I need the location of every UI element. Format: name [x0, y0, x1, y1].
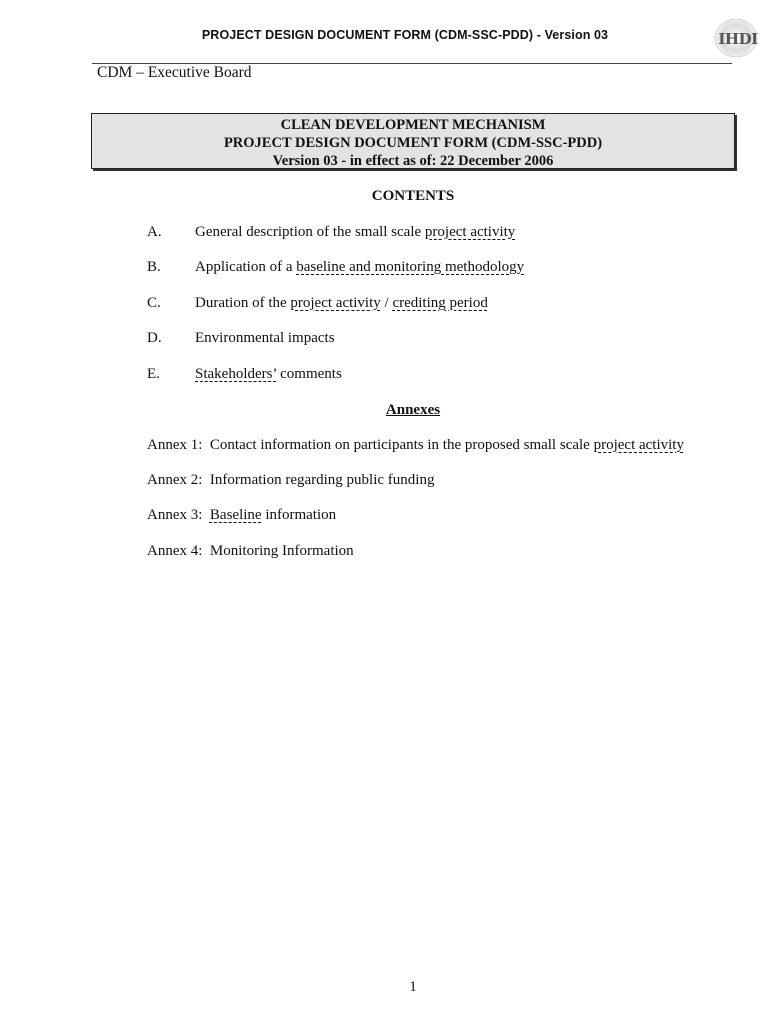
- toc-text: Environmental impacts: [195, 330, 335, 346]
- toc-letter: D.: [147, 330, 162, 346]
- toc-letter: E.: [147, 366, 160, 382]
- toc-term-link: baseline and monitoring methodology: [296, 259, 525, 275]
- toc-term-link: project activity: [290, 295, 381, 311]
- toc-letter: A.: [147, 224, 162, 240]
- toc-letter: B.: [147, 259, 161, 275]
- toc-item-b: [147, 259, 524, 276]
- annex-label: Annex 1:: [147, 437, 203, 453]
- annex-term-link: project activity: [593, 437, 684, 453]
- toc-text: Duration of the: [195, 295, 291, 311]
- title-line-version: Version 03 - in effect as of: 22 December 2006: [272, 153, 554, 169]
- toc-item-e: [147, 366, 342, 383]
- annex-label: Annex 4:: [147, 543, 203, 559]
- page-number: 1: [409, 979, 417, 995]
- annex-label: Annex 2:: [147, 472, 203, 488]
- toc-item-a: [147, 224, 515, 241]
- annexes-heading: Annexes: [385, 402, 441, 418]
- unfccc-logo-icon: [700, 18, 758, 58]
- annex-label: Annex 3:: [147, 507, 203, 523]
- title-line-mechanism: CLEAN DEVELOPMENT MECHANISM: [280, 117, 546, 133]
- contents-heading: CONTENTS: [371, 188, 455, 204]
- toc-term-link: project activity: [424, 224, 516, 240]
- toc-term-link: Stakeholders’: [195, 366, 277, 382]
- annex-item-4: [147, 543, 354, 560]
- toc-text: comments: [276, 366, 342, 382]
- annex-item-2: [147, 472, 434, 489]
- toc-separator: /: [380, 295, 393, 311]
- annex-item-1: [147, 437, 684, 454]
- annex-text: Information regarding public funding: [209, 472, 435, 488]
- annex-text: Contact information on participants in the proposed small scale: [209, 437, 594, 453]
- executive-board-label: CDM – Executive Board: [97, 64, 252, 81]
- annex-term-link: Baseline: [209, 507, 262, 523]
- toc-item-d: [147, 330, 335, 347]
- annex-text: information: [261, 507, 337, 523]
- toc-item-c: [147, 295, 488, 312]
- document-header-title: PROJECT DESIGN DOCUMENT FORM (CDM-SSC-PDD) - Version 03: [201, 28, 609, 42]
- toc-term-link: crediting period: [392, 295, 488, 311]
- toc-text: Application of a: [195, 259, 297, 275]
- annex-text: Monitoring Information: [209, 543, 354, 559]
- title-line-form: PROJECT DESIGN DOCUMENT FORM (CDM-SSC-PDD): [223, 135, 603, 151]
- annex-item-3: [147, 507, 336, 524]
- svg-text:IHDI: IHDI: [718, 30, 758, 48]
- document-title-box: [91, 113, 735, 169]
- toc-text: General description of the small scale: [195, 224, 425, 240]
- toc-letter: C.: [147, 295, 161, 311]
